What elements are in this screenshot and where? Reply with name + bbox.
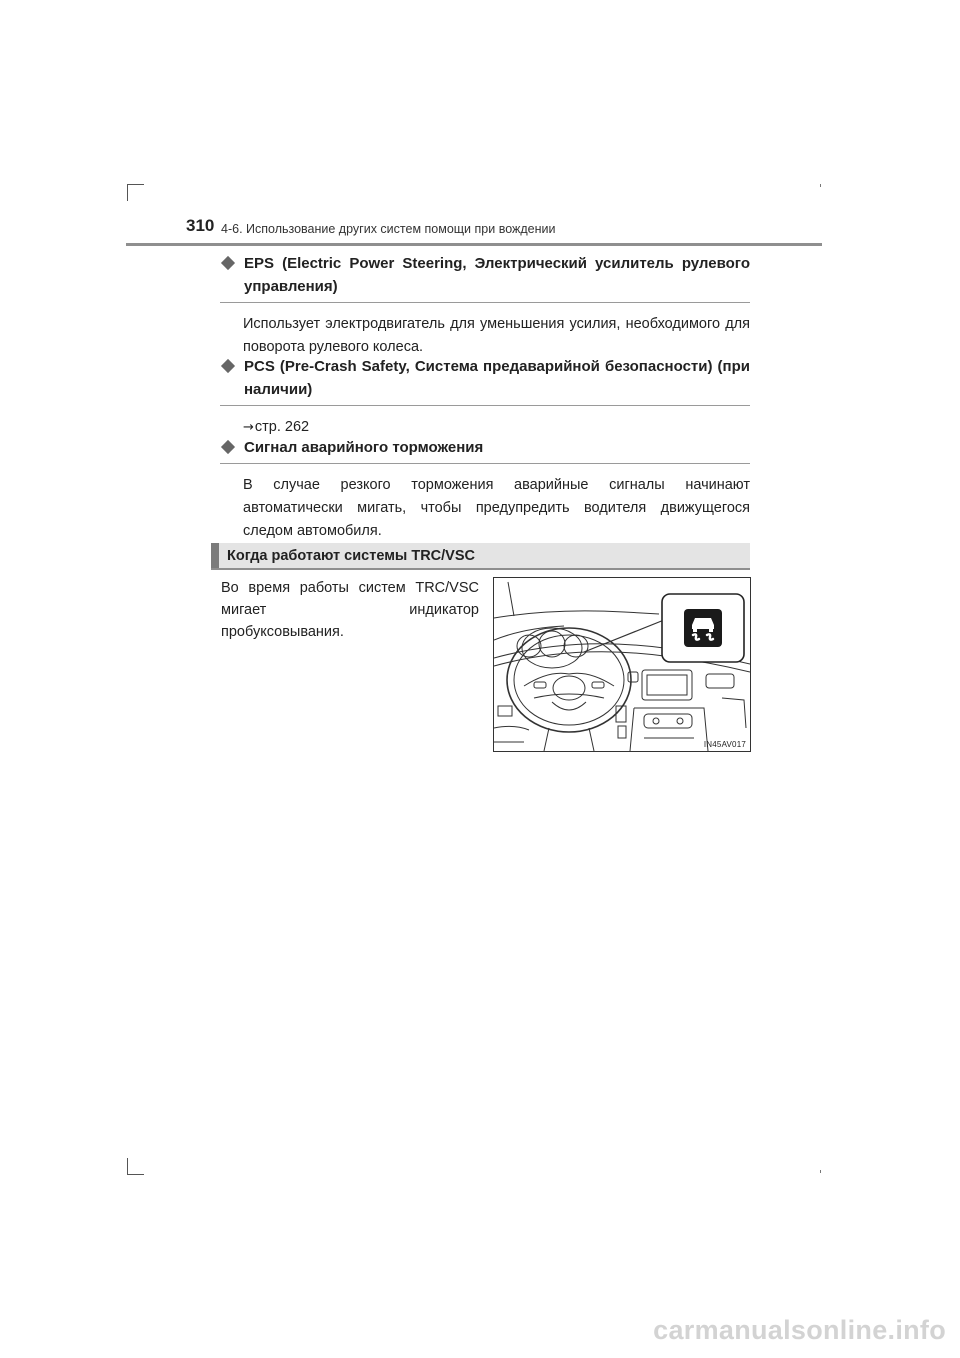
trc-description bbox=[221, 577, 479, 643]
trc-line: мигает индикатор bbox=[221, 602, 479, 618]
crop-mark-bottom-left-h bbox=[127, 1174, 144, 1175]
trc-line: пробуксовывания. bbox=[221, 624, 344, 640]
page-number: 310 bbox=[186, 216, 215, 235]
heading-text: PCS (Pre-Crash Safety, Система предаварийной безопасности) (при наличии) bbox=[244, 358, 750, 398]
section-heading bbox=[220, 436, 750, 464]
section-heading bbox=[220, 355, 750, 406]
banner-title: Когда работают системы TRC/VSC bbox=[227, 547, 475, 564]
arrow-right-icon: → bbox=[243, 420, 254, 435]
chapter-title: 4-6. Использование других систем помощи при вождении bbox=[221, 222, 556, 236]
page-reference-text: стр. 262 bbox=[254, 419, 310, 435]
dashboard-illustration bbox=[493, 577, 751, 752]
diamond-bullet-icon bbox=[221, 359, 235, 373]
banner-accent-bar bbox=[211, 543, 219, 568]
header-rule bbox=[126, 243, 822, 246]
section-pcs bbox=[220, 355, 750, 439]
crop-dot-top-right bbox=[820, 184, 821, 187]
crop-mark-top-left-v bbox=[127, 184, 128, 201]
section-body: В случае резкого торможения аварийные сигналы начинают автоматически мигать, чтобы предупредить водителя движущегося следом автомобиля. bbox=[243, 477, 750, 539]
figure-code: IN45AV017 bbox=[703, 740, 746, 749]
section-eps bbox=[220, 252, 750, 359]
diamond-bullet-icon bbox=[221, 440, 235, 454]
diamond-bullet-icon bbox=[221, 256, 235, 270]
heading-text: EPS (Electric Power Steering, Электрический усилитель рулевого управления) bbox=[244, 255, 750, 295]
crop-mark-top-left-h bbox=[127, 184, 144, 185]
watermark: carmanualsonline.info bbox=[653, 1315, 946, 1345]
crop-mark-bottom-left-v bbox=[127, 1158, 128, 1175]
subsection-banner bbox=[211, 543, 750, 570]
trc-line: Во время работы систем TRC/VSC bbox=[221, 580, 479, 596]
crop-dot-bottom-right bbox=[820, 1170, 821, 1173]
section-heading bbox=[220, 252, 750, 303]
section-body: Использует электродвигатель для уменьшения усилия, необходимого для поворота рулевого колеса. bbox=[243, 316, 750, 355]
slip-indicator-icon bbox=[683, 608, 723, 648]
section-emergency-brake-signal bbox=[220, 436, 750, 543]
dashboard-drawing bbox=[494, 578, 750, 751]
heading-text: Сигнал аварийного торможения bbox=[244, 439, 484, 456]
